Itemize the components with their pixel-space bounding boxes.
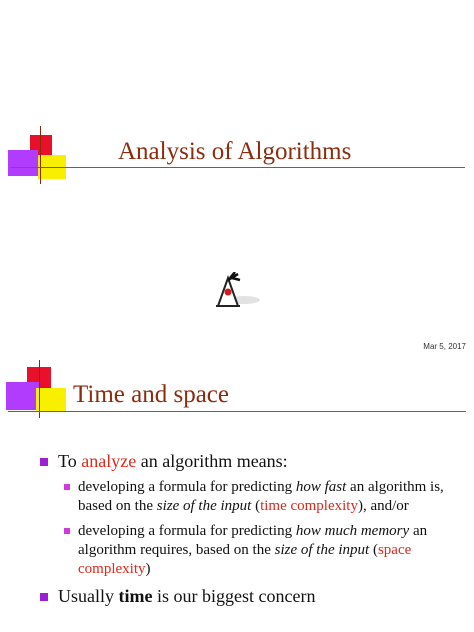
emphasis-time: time [118, 586, 153, 606]
bullet-marker [40, 458, 48, 466]
bullet-analyze: To analyze an algorithm means: [40, 450, 460, 472]
decoration-horizontal-line [10, 167, 465, 168]
emphasis-space-complexity: space complexity [78, 542, 412, 577]
slide-title: Time and space [73, 381, 229, 408]
sub-bullet-time: developing a formula for predicting how fast an algorithm is, based on the size of the input (time complexity), and/or [64, 478, 460, 516]
decoration-horizontal-line [8, 411, 466, 412]
decoration-purple-square [8, 150, 38, 176]
bullet-marker [40, 593, 48, 601]
decoration-yellow-square [36, 388, 66, 412]
duke-mascot-icon [208, 272, 262, 321]
emphasis-time-complexity: time complexity [260, 498, 358, 514]
slide-date: Mar 5, 2017 [423, 342, 466, 351]
slide-title: Analysis of Algorithms [118, 138, 352, 165]
decoration-vertical-line [39, 360, 40, 418]
decoration-purple-square [6, 382, 39, 410]
decoration-vertical-line [40, 126, 41, 184]
emphasis-analyze: analyze [81, 451, 137, 471]
bullet-time-concern: Usually time is our biggest concern [40, 585, 460, 607]
bullet-list [40, 450, 460, 613]
sub-bullet-marker [64, 484, 70, 490]
sub-bullet-marker [64, 528, 70, 534]
sub-bullet-space: developing a formula for predicting how much memory an algorithm requires, based on the size of the input (space complexity) [64, 522, 460, 579]
